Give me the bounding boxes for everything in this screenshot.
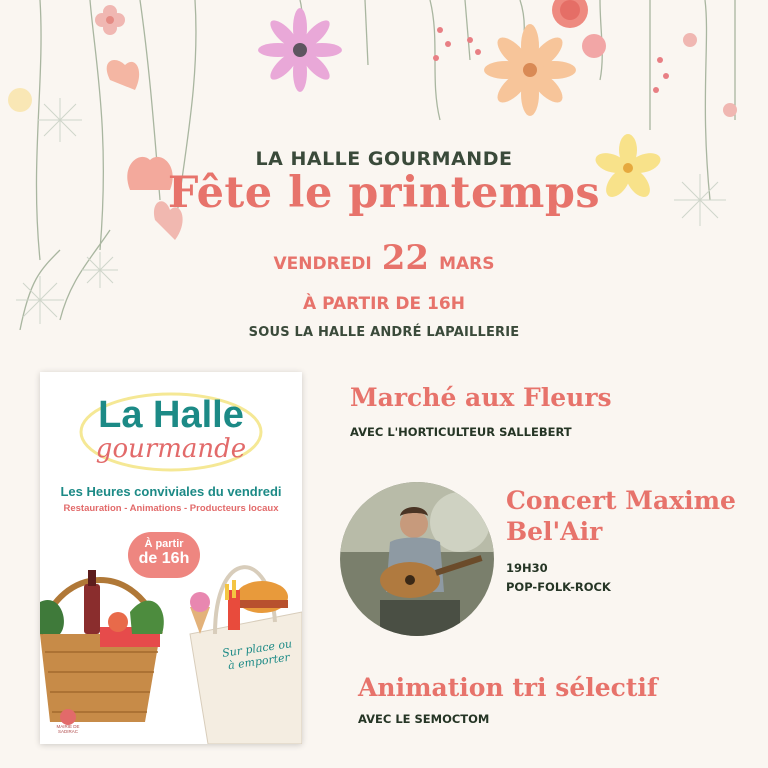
musician-illustration — [340, 482, 494, 636]
date-weekday: VENDREDI — [273, 254, 372, 274]
event-3-subtitle: AVEC LE SEMOCTOM — [358, 712, 490, 726]
event-title: Fête le printemps — [167, 168, 601, 218]
poster-title: La Halle — [98, 394, 244, 436]
event-date — [0, 238, 768, 284]
musician-photo — [340, 482, 494, 636]
poster-subtitle: Les Heures conviviales du vendredi — [60, 484, 282, 499]
poster-image — [40, 372, 302, 744]
event-1-subtitle: AVEC L'HORTICULTEUR SALLEBERT — [350, 425, 572, 439]
event-2-time: 19H30 — [506, 561, 548, 575]
date-day: 22 — [381, 238, 430, 278]
poster-script: gourmande — [95, 434, 247, 464]
event-3-title: Animation tri sélectif — [358, 673, 658, 702]
event-1-title: Marché aux Fleurs — [350, 383, 612, 412]
poster-bag-text: Sur place ou à emporter — [221, 637, 293, 673]
venue-name: LA HALLE GOURMANDE — [255, 148, 513, 170]
date-month: MARS — [439, 254, 495, 274]
event-2-title: Concert Maxime Bel'Air — [506, 486, 736, 546]
event-2-genre: POP-FOLK-ROCK — [506, 580, 611, 594]
badge-line2: de 16h — [138, 549, 190, 567]
poster-tags: Restauration - Animations - Producteurs locaux — [63, 503, 279, 514]
event-place: SOUS LA HALLE ANDRÉ LAPAILLERIE — [248, 325, 520, 340]
badge-line1: À partir — [144, 538, 184, 550]
poster-time-badge — [128, 532, 200, 578]
event-start-time: À PARTIR DE 16H — [303, 294, 465, 314]
poster-logo-text: MAIRIE DE SADIRAC — [56, 724, 80, 734]
